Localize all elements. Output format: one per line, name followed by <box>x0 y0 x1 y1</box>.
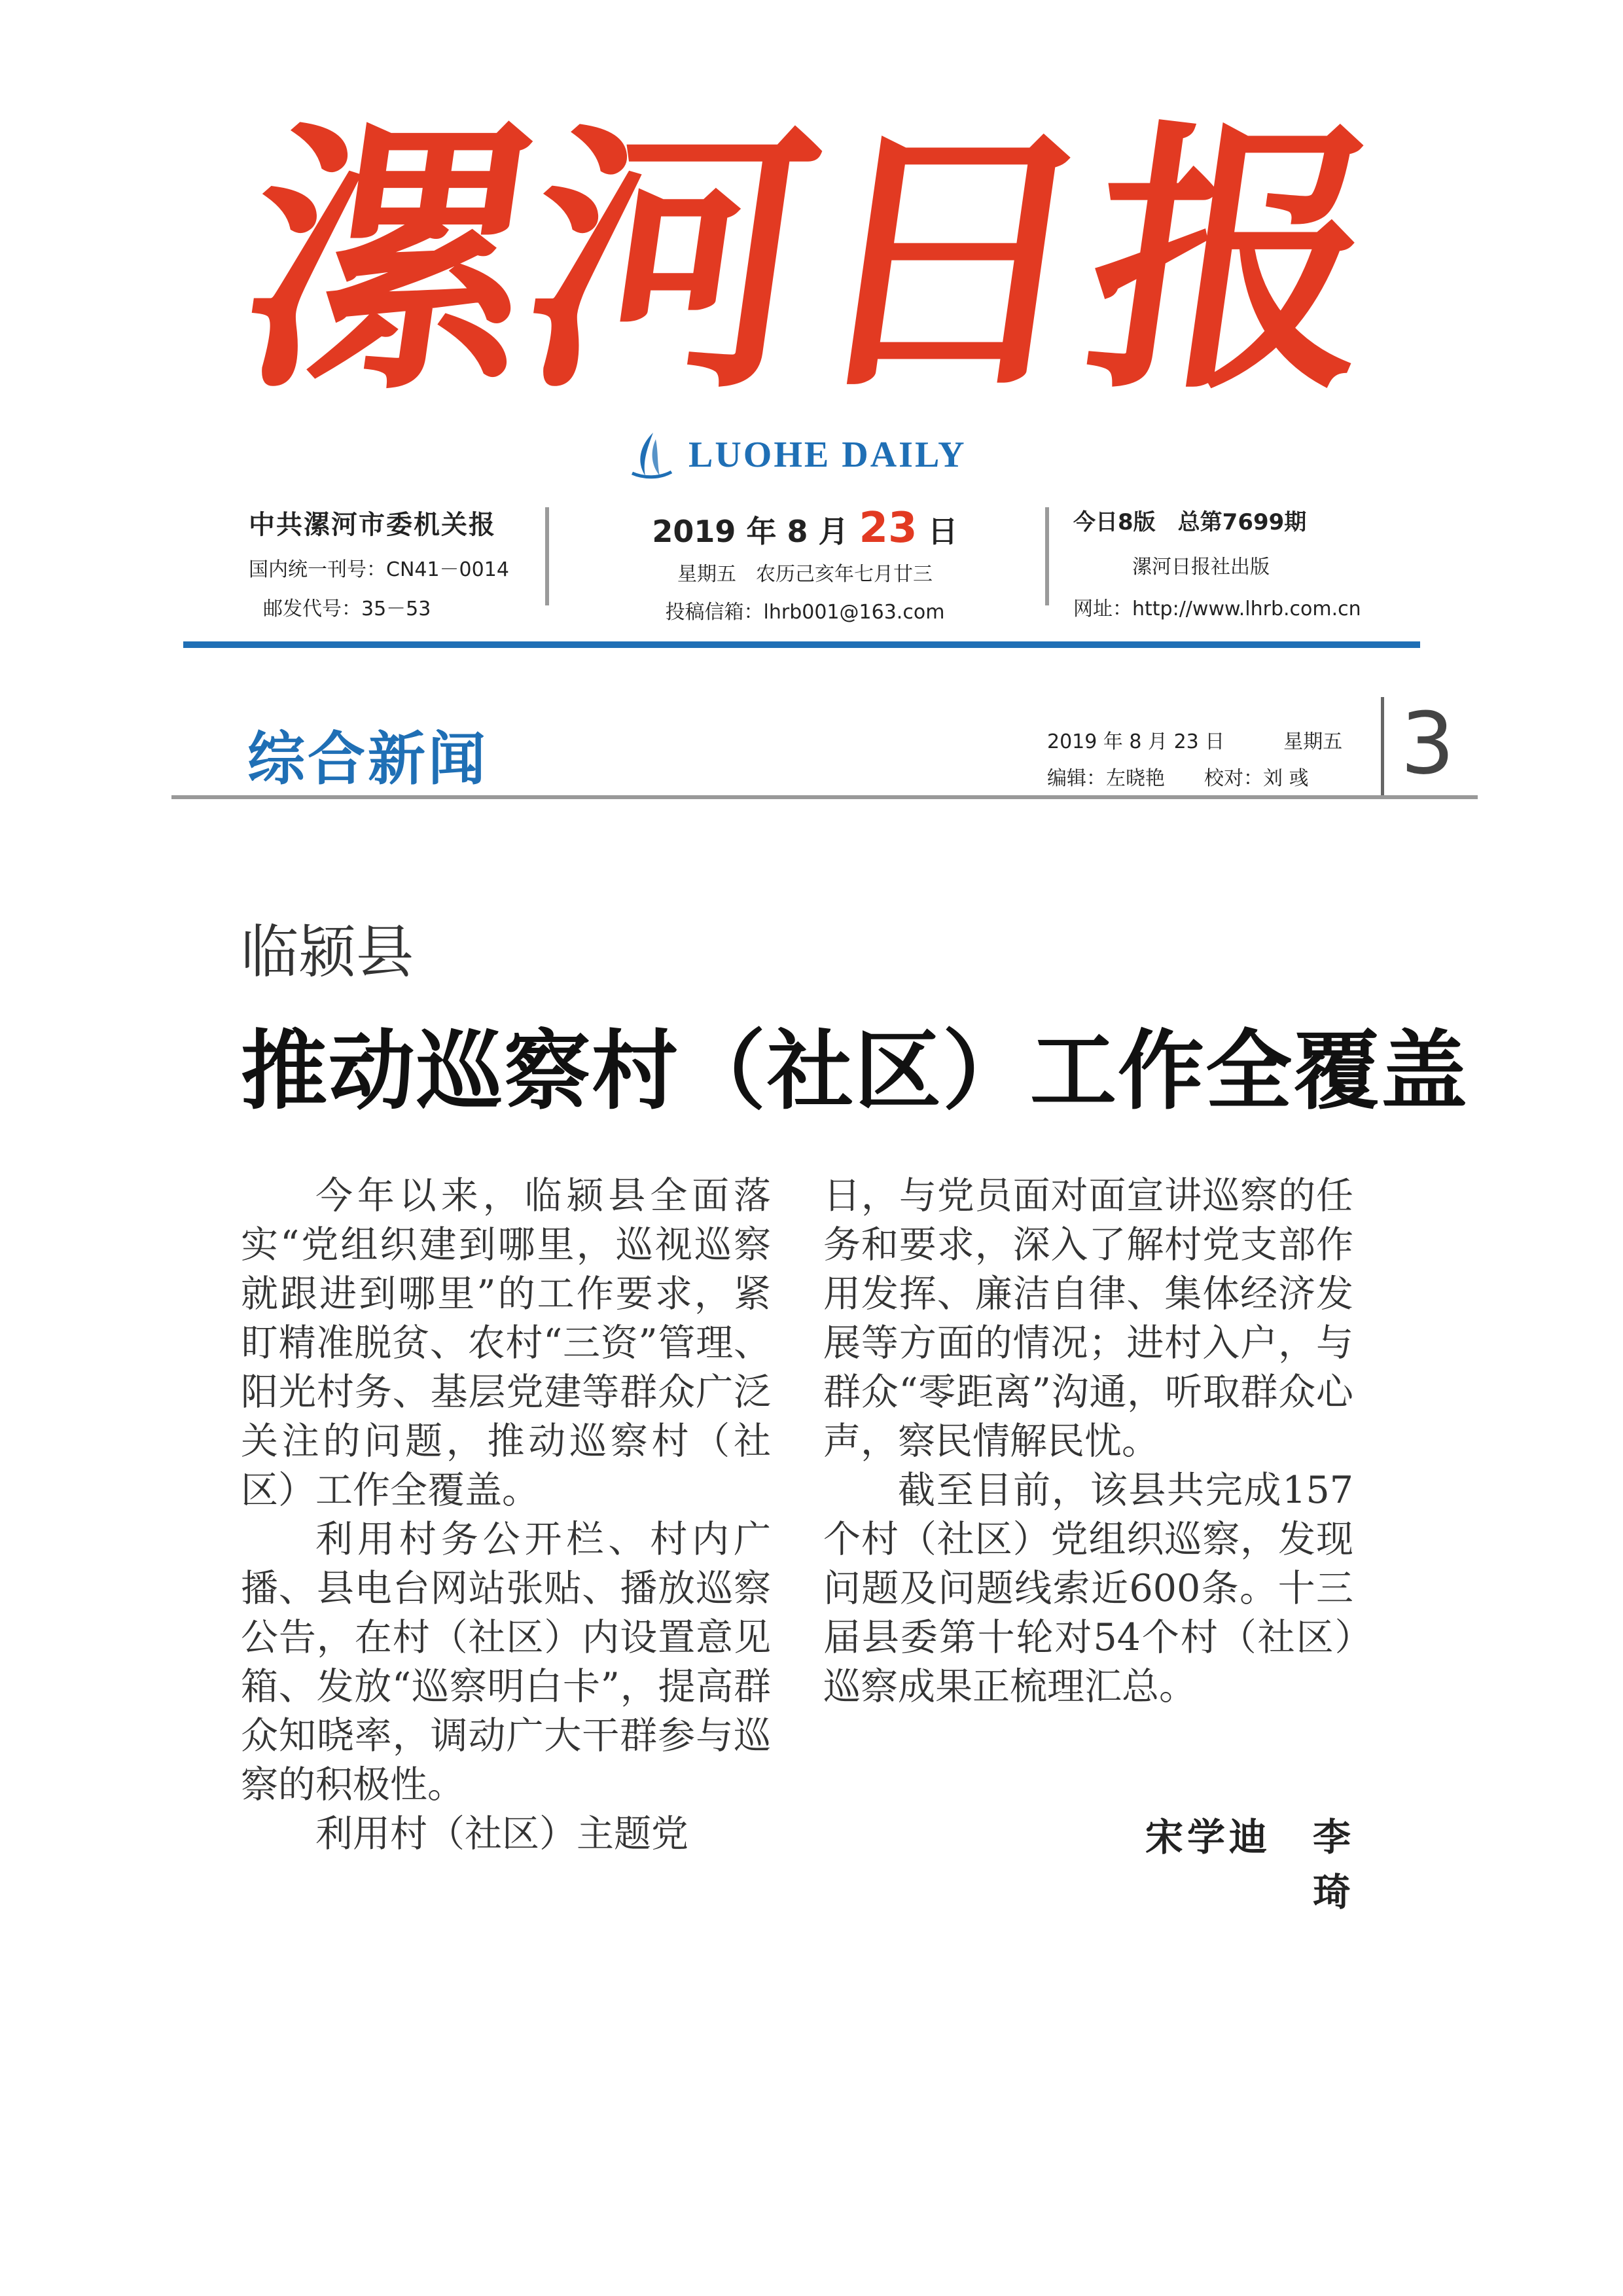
postal-code: 邮发代号：35－53 <box>263 598 431 620</box>
masthead-logo <box>225 79 1398 445</box>
article-paragraph: 截至目前，该县共完成157个村（社区）党组织巡察，发现问题及问题线索近600条。十三届县委第十轮对54个村（社区）巡察成果正梳理汇总。 <box>823 1469 1353 1708</box>
article-column-right <box>823 1172 1353 1712</box>
cn-number: 国内统一刊号：CN41－0014 <box>249 558 509 581</box>
section-date: 2019 年 8 月 23 日 <box>1047 730 1225 753</box>
page-number: 3 <box>1400 694 1455 793</box>
article-paragraph: 日，与党员面对面宣讲巡察的任务和要求，深入了解村党支部作用发挥、廉洁自律、集体经济发展等方面的情况；进村入户，与群众“零距离”沟通，听取群众心声，察民情解民忧。 <box>823 1174 1353 1463</box>
article-byline: 宋学迪 李 琦 <box>1145 1815 1355 1914</box>
english-name: LUOHE DAILY <box>688 435 967 475</box>
article-paragraph: 利用村务公开栏、村内广播、县电台网站张贴、播放巡察公告，在村（社区）内设置意见箱、发放“巡察明白卡”，提高群众知晓率，调动广大干群参与巡察的积极性。 <box>241 1518 771 1806</box>
article-kicker: 临颍县 <box>241 918 414 986</box>
masthead-char: 报 <box>1069 96 1398 427</box>
sail-logo-icon <box>628 430 674 480</box>
masthead-char: 日 <box>788 96 1116 427</box>
issue-date <box>635 504 975 552</box>
article-paragraph: 今年以来，临颍县全面落实“党组织建到哪里，巡视巡察就跟进到哪里”的工作要求，紧盯精准脱贫、农村“三资”管理、阳光村务、基层党建等群众广泛关注的问题，推动巡察村（社区）工作全覆盖。 <box>241 1174 771 1512</box>
page-number-divider <box>1381 697 1384 795</box>
article-headline: 推动巡察村（社区）工作全覆盖 <box>241 1020 1469 1122</box>
website: 网址：http://www.lhrb.com.cn <box>1073 598 1361 620</box>
section-weekday: 星期五 <box>1283 730 1343 753</box>
masthead-rule <box>183 641 1420 648</box>
section-proofreader: 校对：刘 彧 <box>1204 767 1309 790</box>
issue-day-suffix: 日 <box>927 514 958 549</box>
issue-day: 23 <box>859 504 918 552</box>
section-meta <box>1047 725 1342 791</box>
masthead-char: 漯 <box>225 96 554 427</box>
weekday-lunar: 星期五 农历己亥年七月廿三 <box>677 563 933 586</box>
edition-info <box>1073 504 1414 621</box>
section-rule <box>171 795 1478 799</box>
publisher-name: 中共漯河市委机关报 <box>249 510 496 540</box>
info-divider <box>1045 507 1049 605</box>
issue-date-info <box>635 504 975 624</box>
article-paragraph: 利用村（社区）主题党 <box>315 1812 688 1856</box>
article-column-left <box>241 1172 771 1859</box>
submission-email: 投稿信箱：lhrb001@163.com <box>665 601 945 624</box>
press-name: 漯河日报社出版 <box>1132 556 1270 579</box>
issue-year-month: 2019 年 8 月 <box>652 514 849 549</box>
publisher-info <box>249 504 537 621</box>
english-masthead <box>628 429 967 481</box>
info-divider <box>545 507 549 605</box>
masthead-char: 河 <box>507 96 835 427</box>
page-count: 今日8版 总第7699期 <box>1073 509 1307 535</box>
section-name: 综合新闻 <box>247 725 489 793</box>
section-editor: 编辑：左晓艳 <box>1047 767 1165 790</box>
